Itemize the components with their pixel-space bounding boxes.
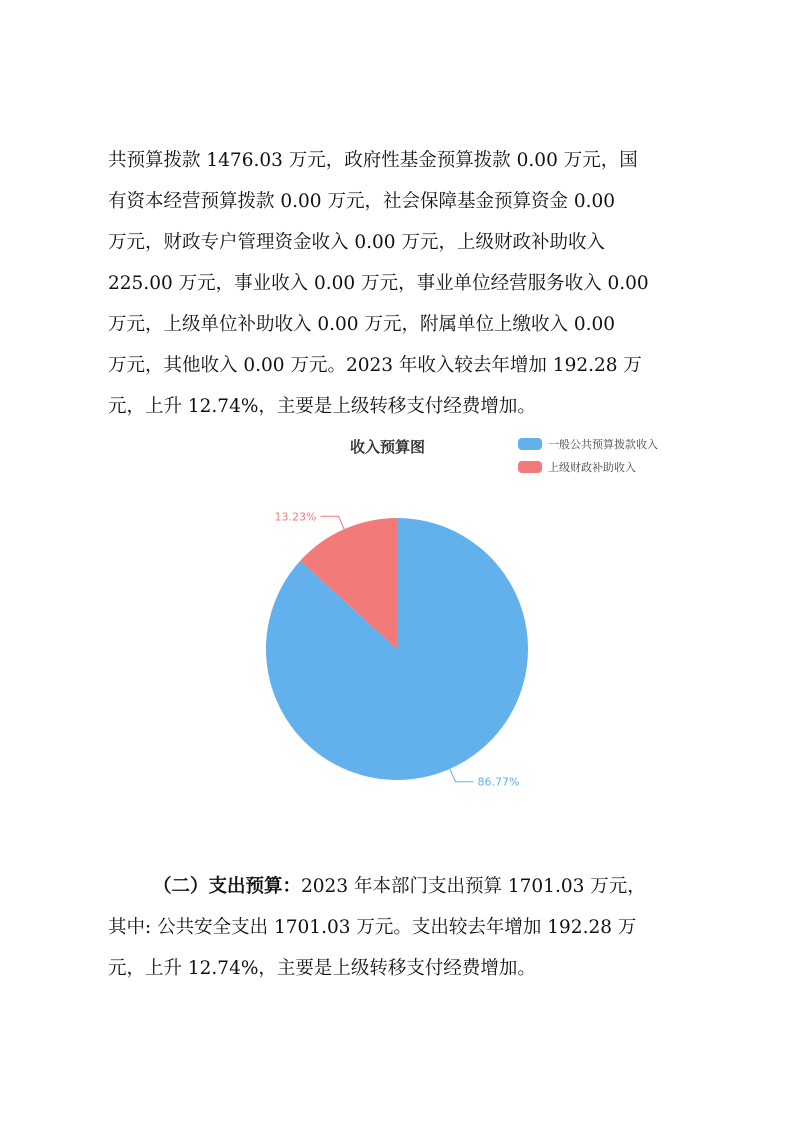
text-line: 225.00 万元，事业收入 0.00 万元，事业单位经营服务收入 0.00 (108, 273, 649, 294)
pie-plot-area (0, 430, 793, 830)
income-pie-chart (0, 430, 793, 830)
text-line: 其中: 公共安全支出 1701.03 万元。支出较去年增加 192.28 万 (108, 917, 637, 938)
legend-label: 一般公共预算拨款收入 (548, 438, 658, 451)
slice-label-general-budget: 86.77% (477, 775, 520, 789)
text-line (108, 866, 688, 907)
text-line: 共预算拨款 1476.03 万元，政府性基金预算拨款 0.00 万元，国 (108, 150, 638, 171)
section-heading: （二）支出预算： (153, 876, 302, 897)
text-line: 万元，其他收入 0.00 万元。2023 年收入较去年增加 192.28 万 (108, 355, 642, 376)
income-paragraph (108, 140, 688, 427)
text-line: 万元，上级单位补助收入 0.00 万元，附属单位上缴收入 0.00 (108, 314, 616, 335)
expenditure-paragraph (108, 866, 688, 989)
text-line: 万元，财政专户管理资金收入 0.00 万元，上级财政补助收入 (108, 232, 605, 253)
text-line: 元，上升 12.74%，主要是上级转移支付经费增加。 (108, 396, 536, 417)
legend-label: 上级财政补助收入 (548, 461, 636, 474)
text-line: 有资本经营预算拨款 0.00 万元，社会保障基金预算资金 0.00 (108, 191, 616, 212)
text-span: 2023 年本部门支出预算 1701.03 万元， (301, 876, 646, 897)
label-leader-line (450, 769, 474, 782)
label-leader-line (321, 516, 345, 529)
chart-title: 收入预算图 (350, 438, 426, 456)
text-line: 元，上升 12.74%，主要是上级转移支付经费增加。 (108, 958, 536, 979)
slice-label-superior-subsidy: 13.23% (274, 510, 317, 524)
